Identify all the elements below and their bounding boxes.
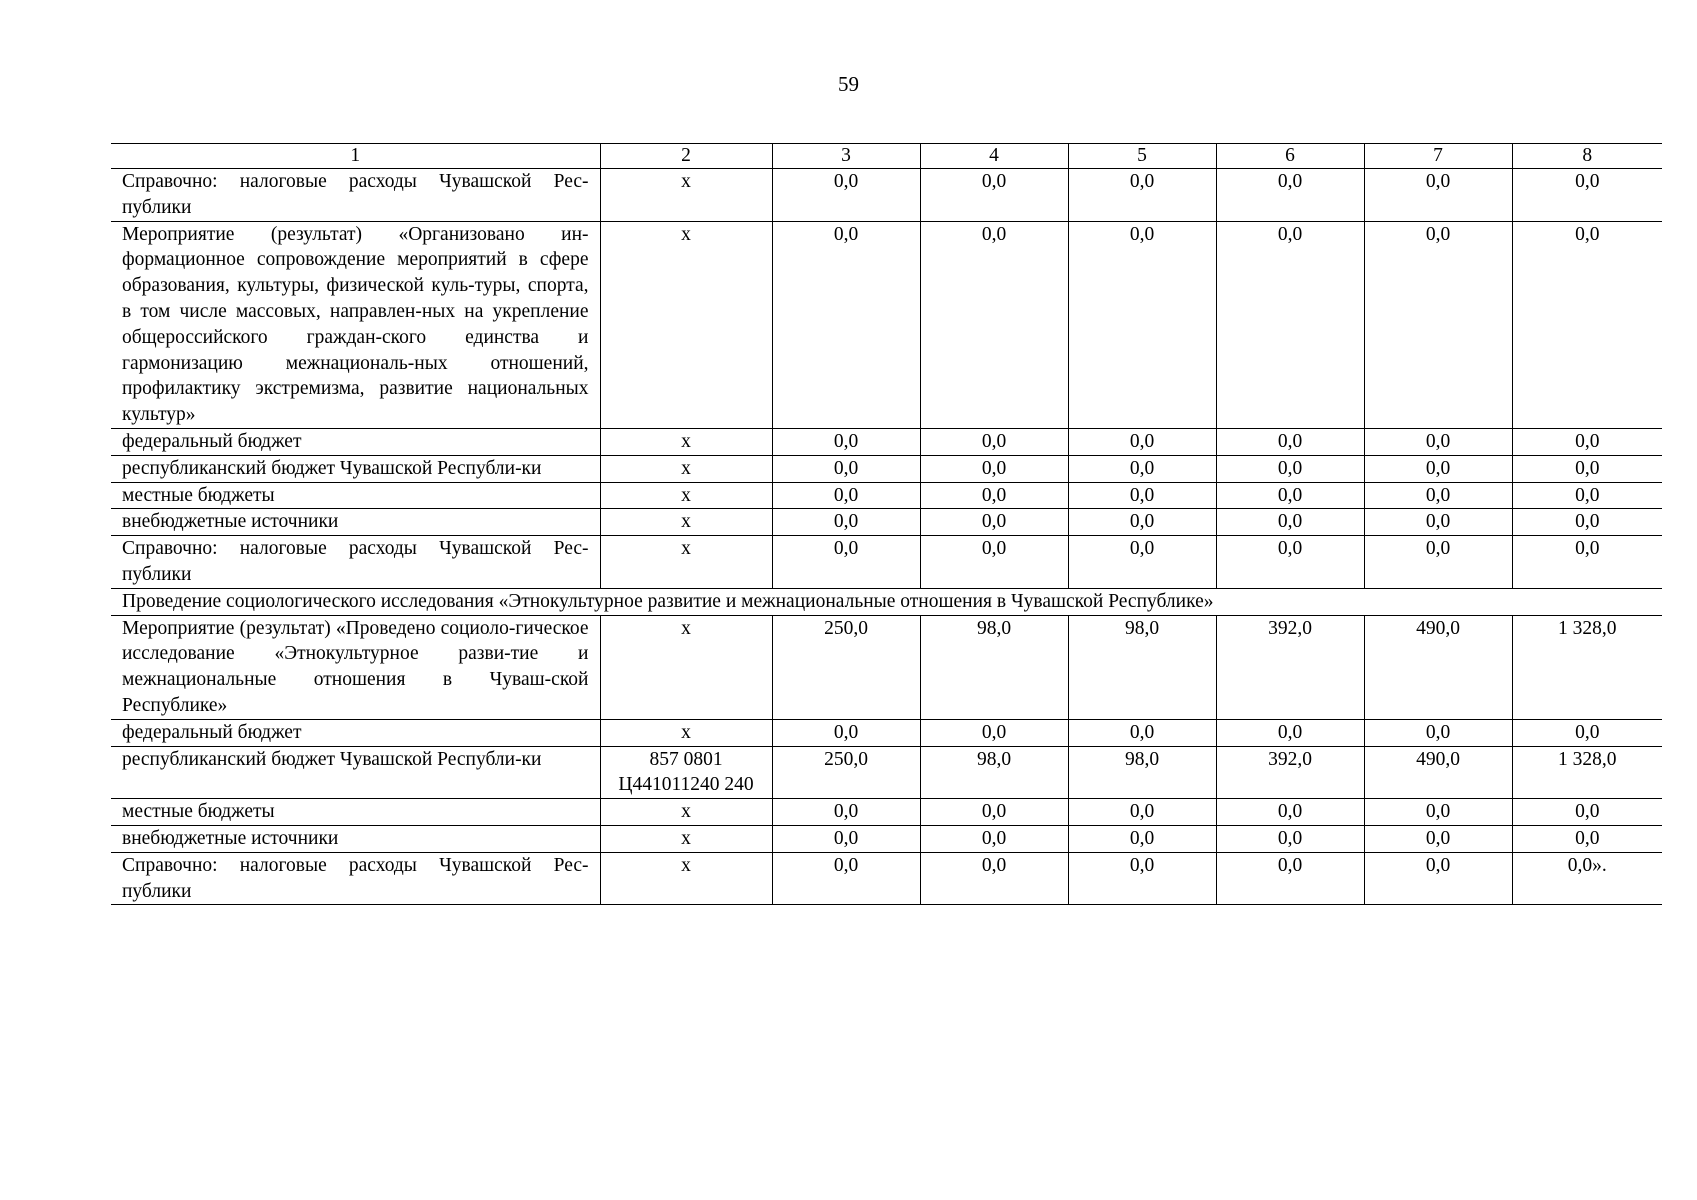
value-cell: 1 328,0: [1512, 615, 1662, 719]
value-cell: 392,0: [1216, 615, 1364, 719]
value-cell: 0,0: [1364, 428, 1512, 455]
column-header: 7: [1364, 144, 1512, 169]
column-header: 4: [920, 144, 1068, 169]
budget-code: 857 0801 Ц441011240 240: [600, 746, 772, 799]
value-cell: 0,0: [1512, 428, 1662, 455]
value-cell: 0,0: [772, 221, 920, 428]
table-body: [111, 144, 1662, 905]
value-cell: 0,0: [1068, 221, 1216, 428]
value-cell: 0,0: [1512, 509, 1662, 536]
value-cell: 0,0: [1364, 799, 1512, 826]
value-cell: 98,0: [1068, 615, 1216, 719]
value-cell: 0,0: [1512, 169, 1662, 222]
value-cell: 0,0: [920, 799, 1068, 826]
value-cell: 0,0: [772, 482, 920, 509]
value-cell: 0,0: [1216, 799, 1364, 826]
value-cell: 0,0: [772, 169, 920, 222]
value-cell: 0,0: [772, 455, 920, 482]
row-label: внебюджетные источники: [111, 825, 600, 852]
row-label: Справочно: налоговые расходы Чувашской Рес-публики: [111, 852, 600, 905]
value-cell: 0,0: [1068, 509, 1216, 536]
value-cell: 0,0: [920, 221, 1068, 428]
value-cell: 0,0: [1216, 455, 1364, 482]
table-row: [111, 455, 1662, 482]
value-cell: 0,0: [772, 719, 920, 746]
table-row: [111, 719, 1662, 746]
column-header: 3: [772, 144, 920, 169]
value-cell: 98,0: [1068, 746, 1216, 799]
row-label: Мероприятие (результат) «Организовано ин-формационное сопровождение мероприятий в сфере образования, культуры, физической куль-туры, спорта, в том числе массовых, направлен-ных на укрепление общероссийского граждан-ского единства и гармонизацию межнациональ-ных отношений, профилактику экстремизма, развитие национальных культур»: [111, 221, 600, 428]
table-row: [111, 428, 1662, 455]
column-header: 8: [1512, 144, 1662, 169]
row-label: федеральный бюджет: [111, 428, 600, 455]
value-cell: 0,0: [1512, 482, 1662, 509]
value-cell: 392,0: [1216, 746, 1364, 799]
value-cell: 0,0: [920, 536, 1068, 589]
value-cell: 1 328,0: [1512, 746, 1662, 799]
column-header: 5: [1068, 144, 1216, 169]
budget-code: х: [600, 455, 772, 482]
value-cell: 0,0: [772, 799, 920, 826]
budget-code: х: [600, 615, 772, 719]
budget-table: [111, 143, 1662, 905]
value-cell: 250,0: [772, 746, 920, 799]
section-row: [111, 588, 1662, 615]
row-label: Справочно: налоговые расходы Чувашской Рес-публики: [111, 536, 600, 589]
value-cell: 0,0: [1364, 455, 1512, 482]
value-cell: 0,0: [1068, 482, 1216, 509]
value-cell: 0,0: [920, 169, 1068, 222]
row-label: местные бюджеты: [111, 482, 600, 509]
value-cell: 0,0: [1068, 799, 1216, 826]
page-number: 59: [838, 72, 859, 96]
value-cell: 0,0: [1068, 719, 1216, 746]
value-cell: 0,0: [920, 455, 1068, 482]
value-cell: 0,0: [772, 509, 920, 536]
value-cell: 0,0: [1216, 536, 1364, 589]
value-cell: 0,0: [1216, 221, 1364, 428]
value-cell: 490,0: [1364, 746, 1512, 799]
table-row: [111, 799, 1662, 826]
value-cell: 250,0: [772, 615, 920, 719]
budget-code: х: [600, 428, 772, 455]
row-label: Мероприятие (результат) «Проведено социоло-гическое исследование «Этнокультурное разви-тие и межнациональные отношения в Чуваш-ской Республике»: [111, 615, 600, 719]
table-row: [111, 746, 1662, 799]
value-cell: 0,0: [1512, 719, 1662, 746]
table-row: [111, 169, 1662, 222]
budget-code: х: [600, 536, 772, 589]
value-cell: 490,0: [1364, 615, 1512, 719]
value-cell: 0,0: [772, 428, 920, 455]
row-label: местные бюджеты: [111, 799, 600, 826]
value-cell: 0,0: [1216, 482, 1364, 509]
column-header: 2: [600, 144, 772, 169]
budget-code: х: [600, 221, 772, 428]
row-label: республиканский бюджет Чувашской Республи-ки: [111, 746, 600, 799]
value-cell: 0,0: [1512, 799, 1662, 826]
value-cell: 0,0: [920, 509, 1068, 536]
value-cell: 0,0: [1364, 536, 1512, 589]
value-cell: 0,0: [1364, 825, 1512, 852]
budget-code: х: [600, 799, 772, 826]
column-header: 6: [1216, 144, 1364, 169]
budget-code: х: [600, 482, 772, 509]
value-cell: 0,0: [1216, 169, 1364, 222]
value-cell: 0,0: [1364, 482, 1512, 509]
value-cell: 0,0: [772, 825, 920, 852]
table-header-row: [111, 144, 1662, 169]
value-cell: 98,0: [920, 746, 1068, 799]
row-label: внебюджетные источники: [111, 509, 600, 536]
row-label: республиканский бюджет Чувашской Республи-ки: [111, 455, 600, 482]
table-row: [111, 482, 1662, 509]
row-label: Справочно: налоговые расходы Чувашской Рес-публики: [111, 169, 600, 222]
value-cell: 0,0: [1068, 428, 1216, 455]
value-cell: 0,0: [1512, 455, 1662, 482]
value-cell: 0,0: [1364, 169, 1512, 222]
budget-code: х: [600, 169, 772, 222]
value-cell: 0,0: [1364, 719, 1512, 746]
value-cell: 0,0: [920, 852, 1068, 905]
value-cell: 0,0: [1512, 825, 1662, 852]
value-cell: 0,0: [920, 719, 1068, 746]
value-cell: 0,0».: [1512, 852, 1662, 905]
value-cell: 0,0: [1216, 825, 1364, 852]
value-cell: 0,0: [920, 482, 1068, 509]
value-cell: 0,0: [772, 536, 920, 589]
value-cell: 0,0: [1364, 221, 1512, 428]
column-header: 1: [111, 144, 600, 169]
value-cell: 0,0: [1364, 509, 1512, 536]
budget-code: х: [600, 509, 772, 536]
value-cell: 0,0: [1068, 169, 1216, 222]
value-cell: 0,0: [1216, 509, 1364, 536]
budget-code: х: [600, 852, 772, 905]
section-title: Проведение социологического исследования «Этнокультурное развитие и межнациональные отношения в Чувашской Республике»: [111, 588, 1662, 615]
value-cell: 0,0: [1364, 852, 1512, 905]
table-row: [111, 615, 1662, 719]
value-cell: 0,0: [772, 852, 920, 905]
value-cell: 0,0: [1068, 825, 1216, 852]
value-cell: 0,0: [1216, 428, 1364, 455]
value-cell: 0,0: [1068, 852, 1216, 905]
value-cell: 0,0: [1512, 536, 1662, 589]
budget-code: х: [600, 825, 772, 852]
value-cell: 0,0: [1216, 719, 1364, 746]
value-cell: 0,0: [1068, 536, 1216, 589]
table-row: [111, 536, 1662, 589]
value-cell: 0,0: [1512, 221, 1662, 428]
value-cell: 0,0: [1216, 852, 1364, 905]
value-cell: 0,0: [1068, 455, 1216, 482]
table-row: [111, 825, 1662, 852]
value-cell: 98,0: [920, 615, 1068, 719]
budget-code: х: [600, 719, 772, 746]
table-row: [111, 852, 1662, 905]
table-row: [111, 509, 1662, 536]
row-label: федеральный бюджет: [111, 719, 600, 746]
value-cell: 0,0: [920, 428, 1068, 455]
table-row: [111, 221, 1662, 428]
value-cell: 0,0: [920, 825, 1068, 852]
